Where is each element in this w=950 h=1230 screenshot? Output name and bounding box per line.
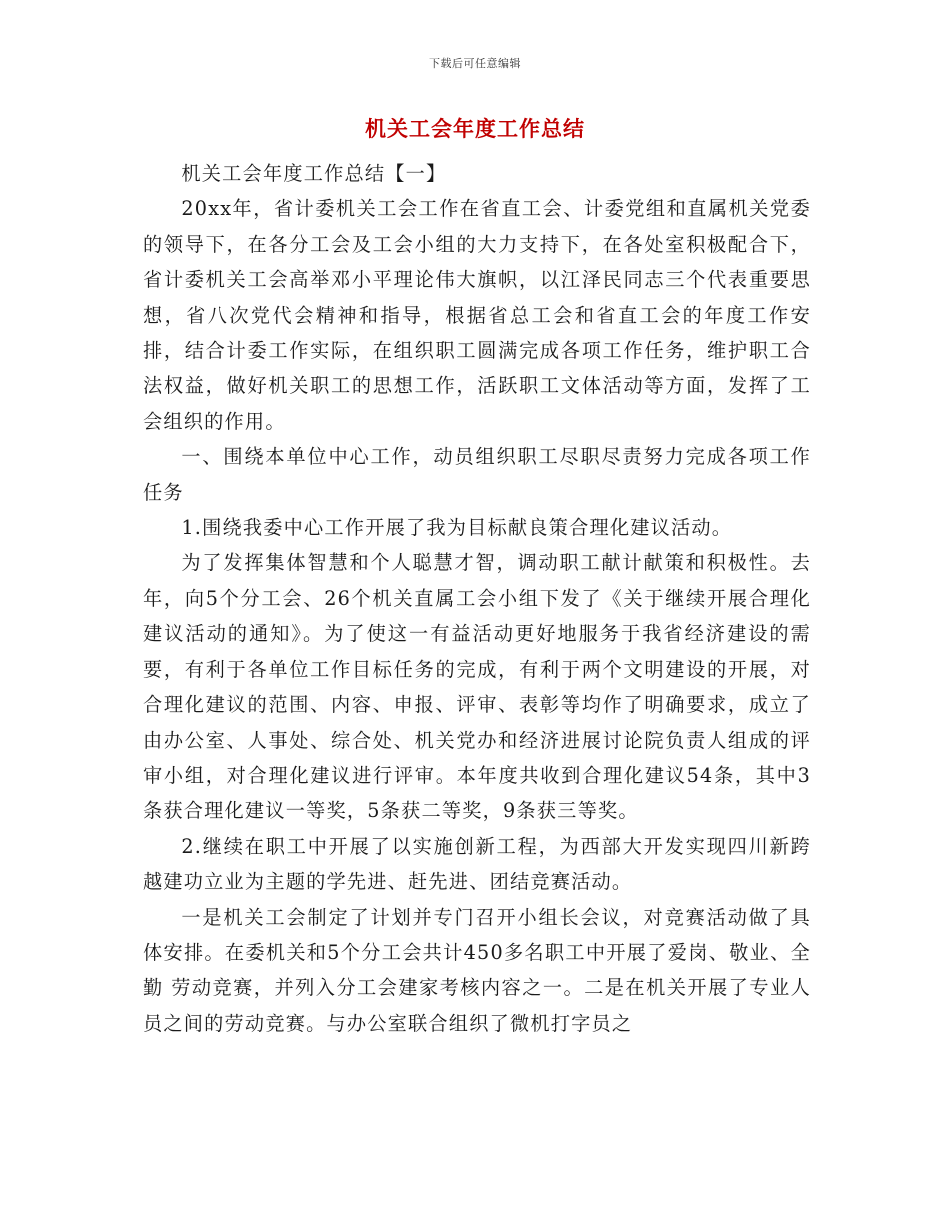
section-heading: 机关工会年度工作总结【一】 <box>181 162 447 185</box>
document-title: 机关工会年度工作总结 <box>365 116 585 141</box>
item-heading: 1.围绕我委中心工作开展了我为目标献良策合理化建议活动。 <box>181 516 733 540</box>
header-note: 下载后可任意编辑 <box>429 57 521 70</box>
paragraph: 一是机关工会制定了计划并专门召开小组长会议，对竞赛活动做了具体安排。在委机关和5个分工会共计450多名职工中开展了爱岗、敬业、全勤 劳动竞赛，并列入分工会建家考核内容之一。二是在机关开展了专业人员之间的劳动竞赛。与办公室联合组织了微机打字员之 <box>143 905 811 1035</box>
subsection-heading: 一、围绕本单位中心工作，动员组织职工尽职尽责努力完成各项工作任务 <box>143 445 811 504</box>
paragraph: 为了发挥集体智慧和个人聪慧才智，调动职工献计献策和积极性。去年，向5个分工会、26个机关直属工会小组下发了《关于继续开展合理化建议活动的通知》。为了使这一有益活动更好地服务于我省经济建设的需要，有利于各单位工作目标任务的完成，有利于两个文明建设的开展，对合理化建议的范围、内容、申报、评审、表彰等均作了明确要求，成立了由办公室、人事处、综合处、机关党办和经济进展讨论院负责人组成的评审小组，对合理化建议进行评审。本年度共收到合理化建议54条，其中3条获合理化建议一等奖，5条获二等奖，9条获三等奖。 <box>143 551 811 823</box>
paragraph: 20xx年，省计委机关工会工作在省直工会、计委党组和直属机关党委的领导下，在各分工会及工会小组的大力支持下，在各处室积极配合下，省计委机关工会高举邓小平理论伟大旗帜，以江泽民同志三个代表重要思想，省八次党代会精神和指导，根据省总工会和省直工会的年度工作安排，结合计委工作实际，在组织职工圆满完成各项工作任务，维护职工合法权益，做好机关职工的思想工作，活跃职工文体活动等方面，发挥了工会组织的作用。 <box>143 197 811 433</box>
document-body <box>143 156 811 1041</box>
item-heading: 2.继续在职工中开展了以实施创新工程，为西部大开发实现四川新跨越建功立业为主题的学先进、赶先进、团结竞赛活动。 <box>143 834 811 894</box>
